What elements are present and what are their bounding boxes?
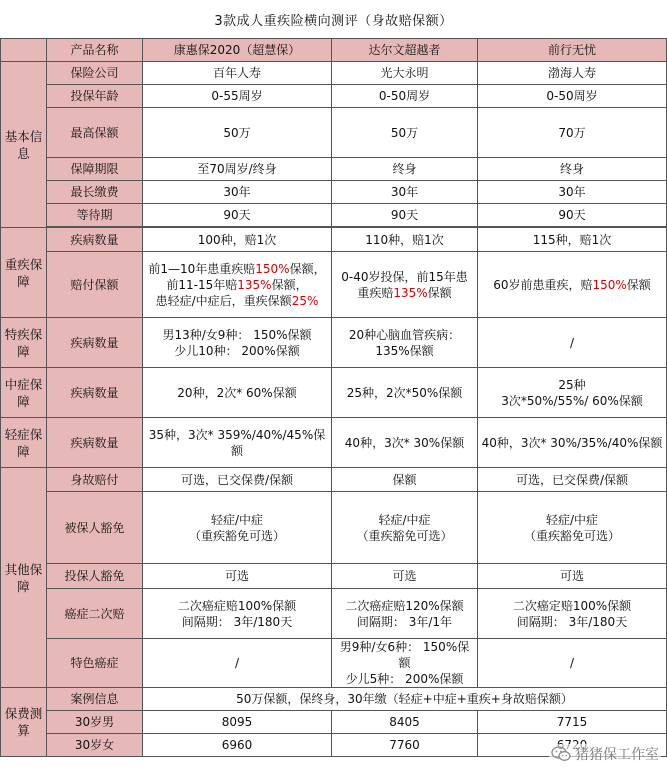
cell-text: 男9种/女6种： 150%保额 xyxy=(339,640,470,670)
table-cell: / xyxy=(478,318,667,368)
table-row xyxy=(1,318,667,368)
cell-text: 0-40岁投保，前15年患 xyxy=(341,269,468,284)
table-cell: 0-55周岁 xyxy=(143,85,332,108)
highlight-text: 135% xyxy=(237,277,272,292)
cell-text: 间隔期： 3年/180天 xyxy=(181,614,293,629)
cell-text: 二次癌症赔100%保额 xyxy=(177,598,297,613)
cell-text: （重疾豁免可选） xyxy=(356,528,453,543)
table-cell: 至70周岁/终身 xyxy=(143,158,332,181)
table-cell: 渤海人寿 xyxy=(478,62,667,85)
row-label: 等待期 xyxy=(47,204,143,227)
table-cell: 7760 xyxy=(332,734,478,757)
table-cell: 30年 xyxy=(143,181,332,204)
cell-text: 重疾赔 xyxy=(357,285,394,300)
row-label: 投保年龄 xyxy=(47,85,143,108)
table-cell: 0-50周岁 xyxy=(478,85,667,108)
table-cell: 30年 xyxy=(332,181,478,204)
cell-text: 男13种/女9种： 150%保额 xyxy=(162,327,312,342)
table-row xyxy=(1,252,667,318)
table-cell: 70万 xyxy=(478,108,667,158)
cell-text: 患轻症/中症后，重疾保额 xyxy=(155,293,292,308)
row-label: 被保人豁免 xyxy=(47,492,143,564)
cell-text: 二次癌症赔120%保额 xyxy=(345,598,464,613)
table-row xyxy=(1,181,667,204)
cell-text: 轻症/中症 xyxy=(378,512,431,527)
table-row xyxy=(1,108,667,158)
cell-text: （重疾豁免可选） xyxy=(523,528,620,543)
table-cell: 光大永明 xyxy=(332,62,478,85)
table-cell xyxy=(332,252,478,318)
row-label: 保险公司 xyxy=(47,62,143,85)
table-cell: 25种，2次*50%保额 xyxy=(332,368,478,418)
row-label: 疾病数量 xyxy=(47,418,143,468)
table-cell: 0-50周岁 xyxy=(332,85,478,108)
table-cell: 40种，3次* 30%保额 xyxy=(332,418,478,468)
page-title: 3款成人重疾险横向测评（身故赔保额） xyxy=(214,13,453,29)
row-label: 30岁女 xyxy=(47,734,143,757)
row-label: 身故赔付 xyxy=(47,468,143,492)
cell-text: 少儿10种： 200%保额 xyxy=(174,343,300,358)
category-cell: 保费测算 xyxy=(1,688,47,757)
row-label: 赔付保额 xyxy=(47,252,143,318)
table-cell: 6960 xyxy=(143,734,332,757)
row-label: 保障期限 xyxy=(47,158,143,181)
row-label: 疾病数量 xyxy=(47,318,143,368)
row-label: 癌症二次赔 xyxy=(47,589,143,639)
comparison-table xyxy=(0,38,667,757)
table-cell: 百年人寿 xyxy=(143,62,332,85)
row-label: 案例信息 xyxy=(47,688,143,711)
row-label: 疾病数量 xyxy=(47,228,143,252)
table-row xyxy=(1,589,667,639)
product-header: 达尔文超越者 xyxy=(332,39,478,62)
cell-text: 轻症/中症 xyxy=(545,512,599,527)
table-cell: 90天 xyxy=(478,204,667,227)
table-cell xyxy=(478,368,667,418)
table-row xyxy=(1,62,667,85)
table-cell: 90天 xyxy=(143,204,332,227)
table-cell: 40种，3次* 30%/35%/40%保额 xyxy=(478,418,667,468)
table-cell: 终身 xyxy=(478,158,667,181)
table-cell xyxy=(332,639,478,688)
row-label: 30岁男 xyxy=(47,711,143,734)
highlight-text: 150% xyxy=(592,277,627,292)
cell-text: 20种心脑血管疾病： xyxy=(348,327,461,342)
cell-text: 3次*50%/55%/ 60%保额 xyxy=(501,393,643,408)
cell-text: 保额 xyxy=(427,285,452,300)
table-row xyxy=(1,468,667,492)
watermark-text: 猪猪保工作室 xyxy=(575,747,659,763)
highlight-text: 135% xyxy=(393,285,428,300)
cell-text: 二次癌定赔100%保额 xyxy=(512,598,632,613)
table-cell: 可选 xyxy=(143,564,332,589)
category-cell: 特疾保障 xyxy=(1,318,47,368)
wechat-icon xyxy=(551,746,571,762)
table-row xyxy=(1,39,667,62)
table-cell: / xyxy=(478,639,667,688)
table-row xyxy=(1,228,667,252)
table-cell xyxy=(143,318,332,368)
cell-text: 间隔期： 3年/180天 xyxy=(516,614,628,629)
product-header: 前行无忧 xyxy=(478,39,667,62)
row-label: 产品名称 xyxy=(47,39,143,62)
category-cell: 重疾保障 xyxy=(1,228,47,318)
table-cell: 50万 xyxy=(332,108,478,158)
table-row xyxy=(1,418,667,468)
table-cell xyxy=(332,318,478,368)
table-row xyxy=(1,158,667,181)
table-cell xyxy=(478,492,667,564)
table-cell xyxy=(332,492,478,564)
table-row xyxy=(1,492,667,564)
row-label: 最长缴费 xyxy=(47,181,143,204)
category-cell: 基本信息 xyxy=(1,62,47,228)
cell-text: 60岁前患重疾，赔 xyxy=(493,277,593,292)
product-header: 康惠保2020（超慧保） xyxy=(143,39,332,62)
table-cell: 50万 xyxy=(143,108,332,158)
cell-text: 间隔期： 3年/1年 xyxy=(356,614,453,629)
cell-text: 135%保额 xyxy=(375,343,434,358)
table-cell: 20种，2次* 60%保额 xyxy=(143,368,332,418)
cell-text: （重疾豁免可选） xyxy=(188,528,285,543)
table-cell xyxy=(143,492,332,564)
table-row xyxy=(1,85,667,108)
category-cell: 中症保障 xyxy=(1,368,47,418)
cell-text: 前1—10年患重疾赔 xyxy=(148,261,256,276)
category-cell: 其他保障 xyxy=(1,468,47,688)
table-cell: 8405 xyxy=(332,711,478,734)
table-row xyxy=(1,711,667,734)
table-cell: 110种，赔1次 xyxy=(332,228,478,252)
table-row xyxy=(1,564,667,589)
table-cell: 可选，已交保费/保额 xyxy=(143,468,332,492)
table-cell: 30年 xyxy=(478,181,667,204)
row-label: 疾病数量 xyxy=(47,368,143,418)
row-label: 投保人豁免 xyxy=(47,564,143,589)
watermark xyxy=(549,744,661,764)
cell-text: 少儿5种： 200%保额 xyxy=(345,672,464,686)
table-cell: 35种，3次* 359%/40%/45%保额 xyxy=(143,418,332,468)
cell-text: 轻症/中症 xyxy=(210,512,264,527)
cell-text: 保额， xyxy=(271,277,308,292)
category-cell: 轻症保障 xyxy=(1,418,47,468)
table-cell xyxy=(143,589,332,639)
table-cell xyxy=(478,252,667,318)
cell-text: 25种 xyxy=(558,377,586,392)
cell-text: 前11-15年赔 xyxy=(166,277,238,292)
table-cell: / xyxy=(143,639,332,688)
table-row xyxy=(1,688,667,711)
table-cell: 8095 xyxy=(143,711,332,734)
cell-text: 保额 xyxy=(626,277,651,292)
row-label: 最高保额 xyxy=(47,108,143,158)
cell-text: 保额， xyxy=(289,261,326,276)
table-row xyxy=(1,204,667,227)
table-cell: 可选，已交保费/保额 xyxy=(478,468,667,492)
row-label: 特色癌症 xyxy=(47,639,143,688)
table-cell: 100种，赔1次 xyxy=(143,228,332,252)
highlight-text: 150% xyxy=(255,261,290,276)
table-cell: 保额 xyxy=(332,468,478,492)
table-cell: 可选 xyxy=(332,564,478,589)
table-cell xyxy=(332,589,478,639)
table-cell: 终身 xyxy=(332,158,478,181)
table-cell: 50万保额，保终身，30年缴（轻症+中症+重疾+身故赔保额） xyxy=(143,688,667,711)
corner-cell xyxy=(1,39,47,62)
table-cell xyxy=(143,252,332,318)
table-cell: 可选 xyxy=(478,564,667,589)
highlight-text: 25% xyxy=(291,293,319,308)
table-cell: 115种，赔1次 xyxy=(478,228,667,252)
table-row xyxy=(1,639,667,688)
table-cell: 90天 xyxy=(332,204,478,227)
table-cell xyxy=(478,589,667,639)
table-row xyxy=(1,368,667,418)
table-cell: 7715 xyxy=(478,711,667,734)
